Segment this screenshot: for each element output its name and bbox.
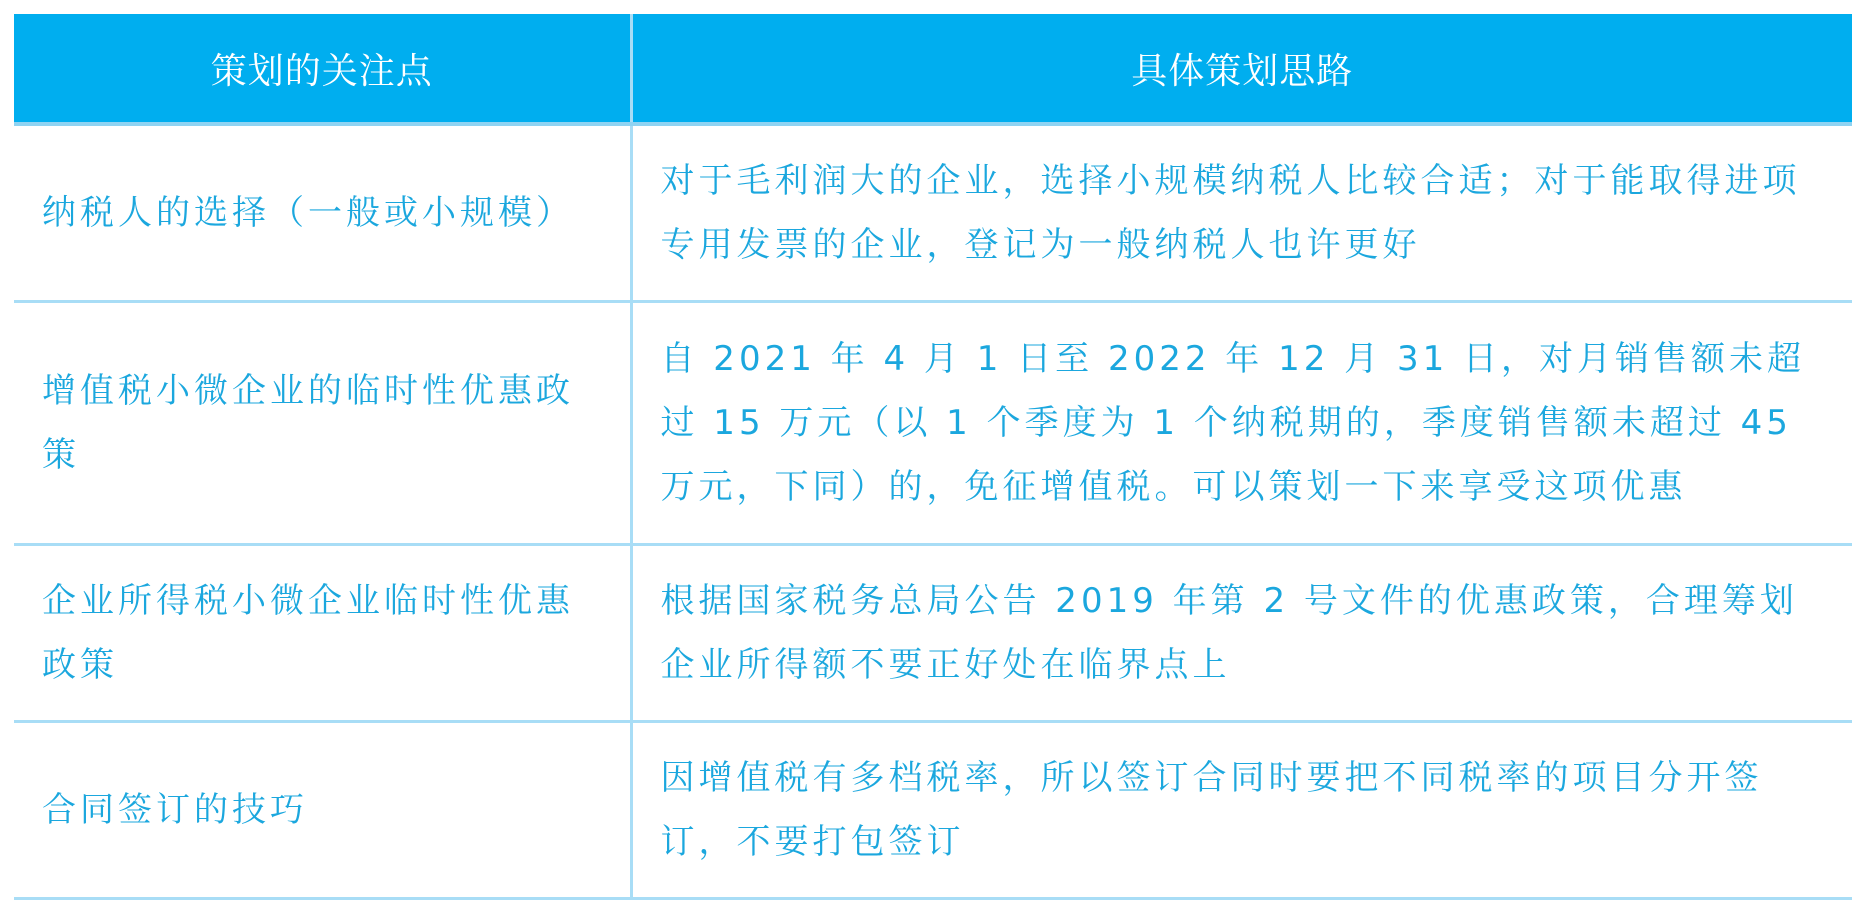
idea-cell: 自 2021 年 4 月 1 日至 2022 年 12 月 31 日，对月销售额未超过 15 万元（以 1 个季度为 1 个纳税期的，季度销售额未超过 45 万元，下同）的，免征增值税。可以策划一下来享受这项优惠	[631, 302, 1852, 545]
table-header-row	[14, 14, 1852, 124]
column-header-idea: 具体策划思路	[631, 14, 1852, 124]
table-row	[14, 722, 1852, 899]
tax-planning-table	[14, 14, 1852, 900]
table-row	[14, 124, 1852, 302]
idea-cell: 因增值税有多档税率，所以签订合同时要把不同税率的项目分开签订，不要打包签订	[631, 722, 1852, 899]
focus-cell: 增值税小微企业的临时性优惠政策	[14, 302, 631, 545]
column-header-focus: 策划的关注点	[14, 14, 631, 124]
focus-cell: 企业所得税小微企业临时性优惠政策	[14, 545, 631, 722]
table-row	[14, 302, 1852, 545]
focus-cell: 合同签订的技巧	[14, 722, 631, 899]
idea-cell: 根据国家税务总局公告 2019 年第 2 号文件的优惠政策，合理筹划企业所得额不要正好处在临界点上	[631, 545, 1852, 722]
idea-cell: 对于毛利润大的企业，选择小规模纳税人比较合适；对于能取得进项专用发票的企业，登记为一般纳税人也许更好	[631, 124, 1852, 302]
focus-cell: 纳税人的选择（一般或小规模）	[14, 124, 631, 302]
table-row	[14, 545, 1852, 722]
